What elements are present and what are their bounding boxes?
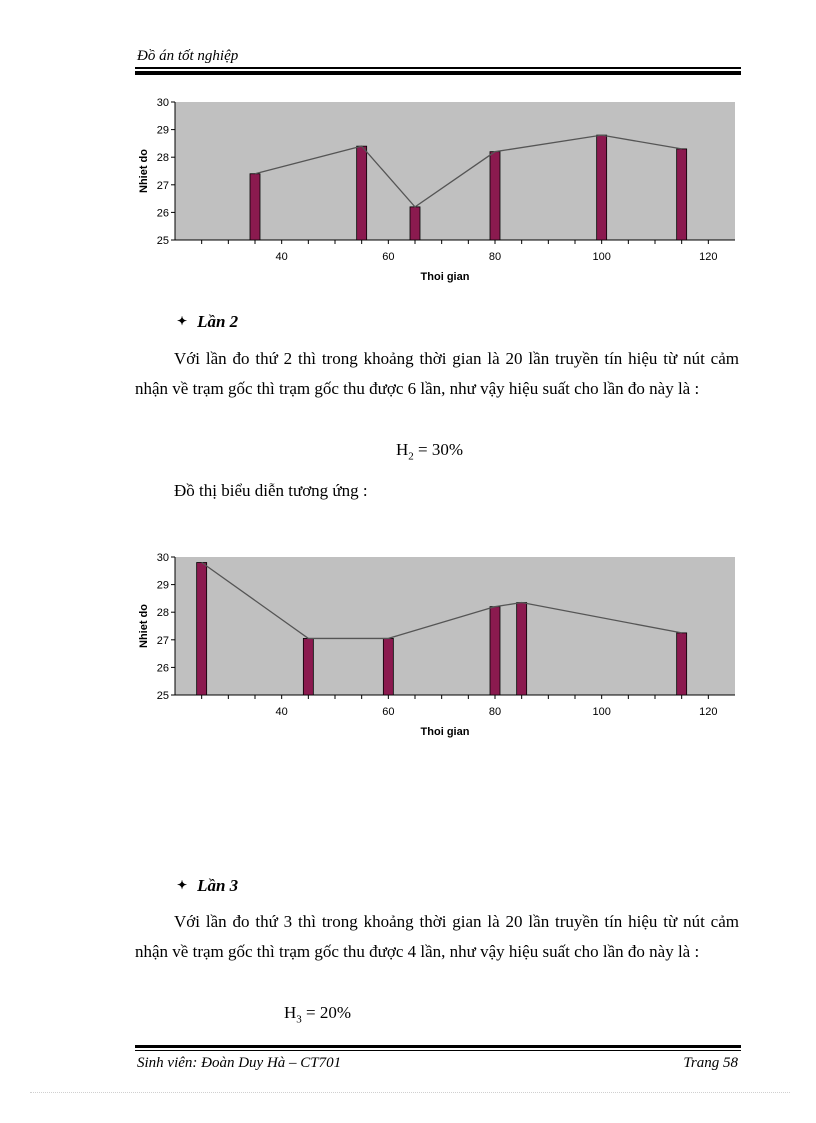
chart-caption: Đồ thị biểu diễn tương ứng : (174, 481, 368, 500)
x-tick-label: 40 (275, 706, 288, 718)
y-tick-label: 25 (156, 690, 169, 702)
formula-subscript: 3 (296, 1013, 302, 1026)
bar (357, 146, 367, 240)
header-rule-top (135, 67, 741, 69)
bar (677, 633, 687, 695)
section-heading-text: Lần 2 (197, 312, 239, 331)
header-title: Đồ án tốt nghiệp (137, 48, 239, 64)
x-tick-label: 80 (488, 251, 502, 263)
bar (410, 207, 420, 240)
y-tick-label: 30 (156, 97, 169, 109)
bar (303, 638, 313, 695)
footer-page-number: Trang 58 (683, 1055, 738, 1071)
bullet-icon: ✦ (177, 314, 188, 328)
footer-rule-top (135, 1045, 741, 1048)
chart-2 (135, 545, 741, 745)
chart-1 (135, 90, 741, 290)
y-axis-title: Nhiet do (138, 149, 150, 193)
x-tick-label: 120 (699, 706, 718, 718)
x-tick-label: 100 (592, 251, 611, 263)
page-edge-dotted-line (30, 1092, 790, 1093)
header-rule-bottom (135, 71, 741, 75)
formula-symbol: H (284, 1003, 297, 1022)
section-heading-text: Lần 3 (197, 876, 239, 895)
bar (383, 638, 393, 695)
y-tick-label: 25 (156, 235, 169, 247)
y-tick-label: 27 (156, 179, 169, 192)
y-tick-label: 27 (156, 634, 169, 647)
formula-symbol: H (396, 440, 409, 459)
bar (517, 603, 527, 695)
section-heading-lan-3 (177, 876, 238, 896)
bar (490, 152, 500, 240)
x-tick-label: 60 (382, 706, 395, 718)
formula-value: = 30% (413, 440, 464, 459)
y-tick-label: 28 (156, 607, 169, 620)
bar (597, 135, 607, 240)
bar (677, 149, 687, 240)
y-tick-label: 29 (156, 579, 169, 592)
y-tick-label: 29 (156, 124, 169, 137)
formula-value: = 20% (301, 1003, 352, 1022)
x-axis-title: Thoi gian (420, 271, 470, 283)
x-tick-label: 40 (275, 251, 288, 263)
bar (250, 174, 260, 240)
y-tick-label: 30 (156, 552, 169, 564)
x-tick-label: 60 (382, 251, 395, 263)
section-heading-lan-2 (177, 312, 238, 332)
paragraph-lan-3: Với lần đo thứ 3 thì trong khoảng thời gian là 20 lần truyền tín hiệu từ nút cảm nhận về trạm gốc thì trạm gốc thu được 4 lần, như vậy hiệu suất cho lần đo này là : (135, 912, 739, 961)
footer-author: Sinh viên: Đoàn Duy Hà – CT701 (137, 1055, 342, 1071)
bar (197, 563, 207, 695)
plot-area (175, 557, 735, 695)
x-axis-title: Thoi gian (420, 726, 470, 738)
x-tick-label: 80 (488, 706, 502, 718)
x-tick-label: 120 (699, 251, 718, 263)
y-tick-label: 28 (156, 152, 169, 165)
formula-subscript: 2 (408, 450, 414, 463)
y-axis-title: Nhiet do (138, 604, 150, 648)
footer-rule-bottom (135, 1050, 741, 1051)
formula-h3 (284, 1003, 351, 1025)
formula-h2 (396, 440, 463, 462)
x-tick-label: 100 (592, 706, 611, 718)
paragraph-lan-2: Với lần đo thứ 2 thì trong khoảng thời gian là 20 lần truyền tín hiệu từ nút cảm nhận về trạm gốc thì trạm gốc thu được 6 lần, như vậy hiệu suất cho lần đo này là : (135, 349, 739, 398)
y-tick-label: 26 (156, 207, 169, 220)
bar (490, 607, 500, 695)
y-tick-label: 26 (156, 662, 169, 675)
bullet-icon: ✦ (177, 878, 188, 892)
